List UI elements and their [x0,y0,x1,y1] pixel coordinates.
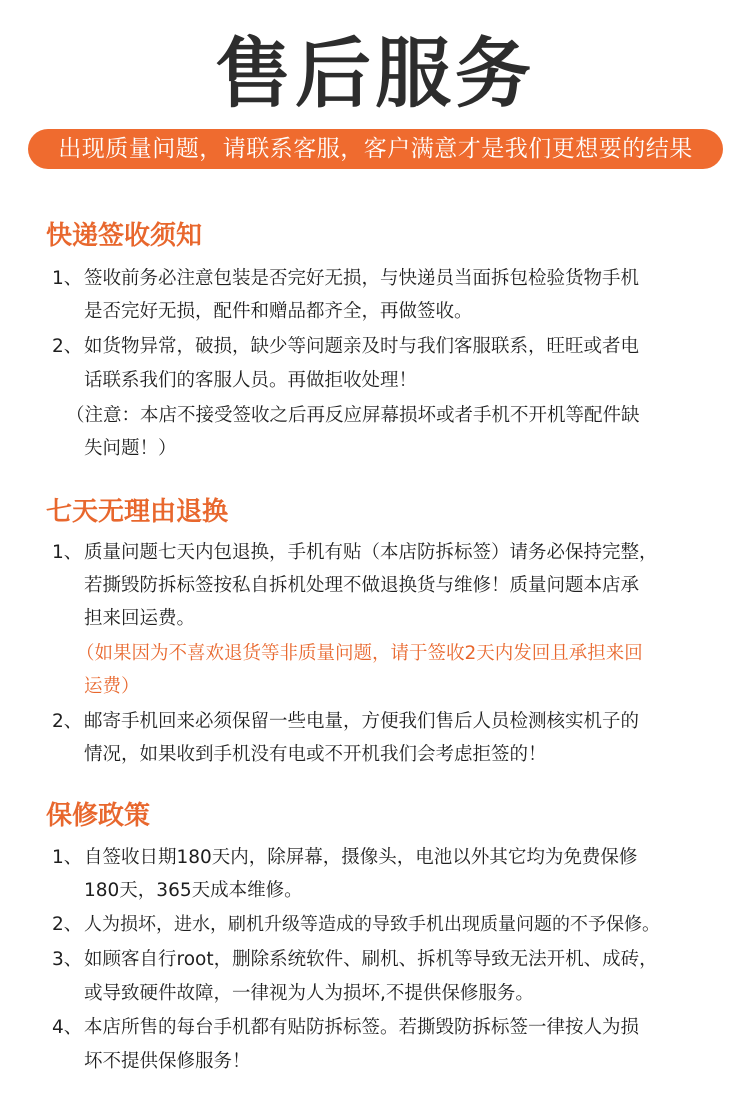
page-title: 售后服务 [215,29,535,118]
item-number: 4、 [52,1017,83,1038]
item-number: 1、 [52,542,83,563]
item-line: 若撕毁防拆标签按私自拆机处理不做退换货与维修！质量问题本店承 [84,575,640,596]
section-title-warranty: 保修政策 [46,801,151,831]
item-line: 如货物异常，破损，缺少等问题亲及时与我们客服联系，旺旺或者电 [84,336,640,357]
section-title-returns: 七天无理由退换 [46,497,229,527]
item-line: 话联系我们的客服人员。再做拒收处理！ [84,370,418,391]
item-line: 签收前务必注意包装是否完好无损，与快递员当面拆包检验货物手机 [84,268,640,289]
item-line: 是否完好无损，配件和赠品都齐全，再做签收。 [84,301,473,322]
item-line: 质量问题七天内包退换，手机有贴（本店防拆标签）请务必保持完整， [84,542,658,563]
item-line: 180天，365天成本维修。 [84,880,303,901]
banner: 出现质量问题，请联系客服，客户满意才是我们更想要的结果 [28,129,723,169]
section-title-express: 快递签收须知 [46,221,203,251]
item-line: 如顾客自行root，删除系统软件、刷机、拆机等导致无法开机、成砖， [84,949,658,970]
item-line: 人为损坏，进水，刷机升级等造成的导致手机出现质量问题的不予保修。 [84,914,660,935]
item-number: 1、 [52,847,83,868]
item-line: 邮寄手机回来必须保留一些电量，方便我们售后人员检测核实机子的 [84,711,640,732]
item-number: 2、 [52,711,83,732]
item-line: 坏不提供保修服务！ [84,1051,251,1072]
note-line: （如果因为不喜欢退货等非质量问题，请于签收2天内发回且承担来回 [76,643,643,664]
note-line: （注意：本店不接受签收之后再反应屏幕损坏或者手机不开机等配件缺 [66,405,640,426]
item-number: 3、 [52,949,83,970]
item-line: 本店所售的每台手机都有贴防拆标签。若撕毁防拆标签一律按人为损 [84,1017,640,1038]
item-line: 担来回运费。 [84,608,196,629]
item-line: 或导致硬件故障，一律视为人为损坏,不提供保修服务。 [84,983,534,1004]
item-number: 1、 [52,268,83,289]
item-number: 2、 [52,336,83,357]
item-line: 情况，如果收到手机没有电或不开机我们会考虑拒签的！ [84,744,547,765]
note-line: 失问题！） [84,438,177,459]
note-line: 运费） [84,676,140,697]
item-line: 自签收日期180天内，除屏幕，摄像头，电池以外其它均为免费保修 [84,847,638,868]
item-number: 2、 [52,914,83,935]
